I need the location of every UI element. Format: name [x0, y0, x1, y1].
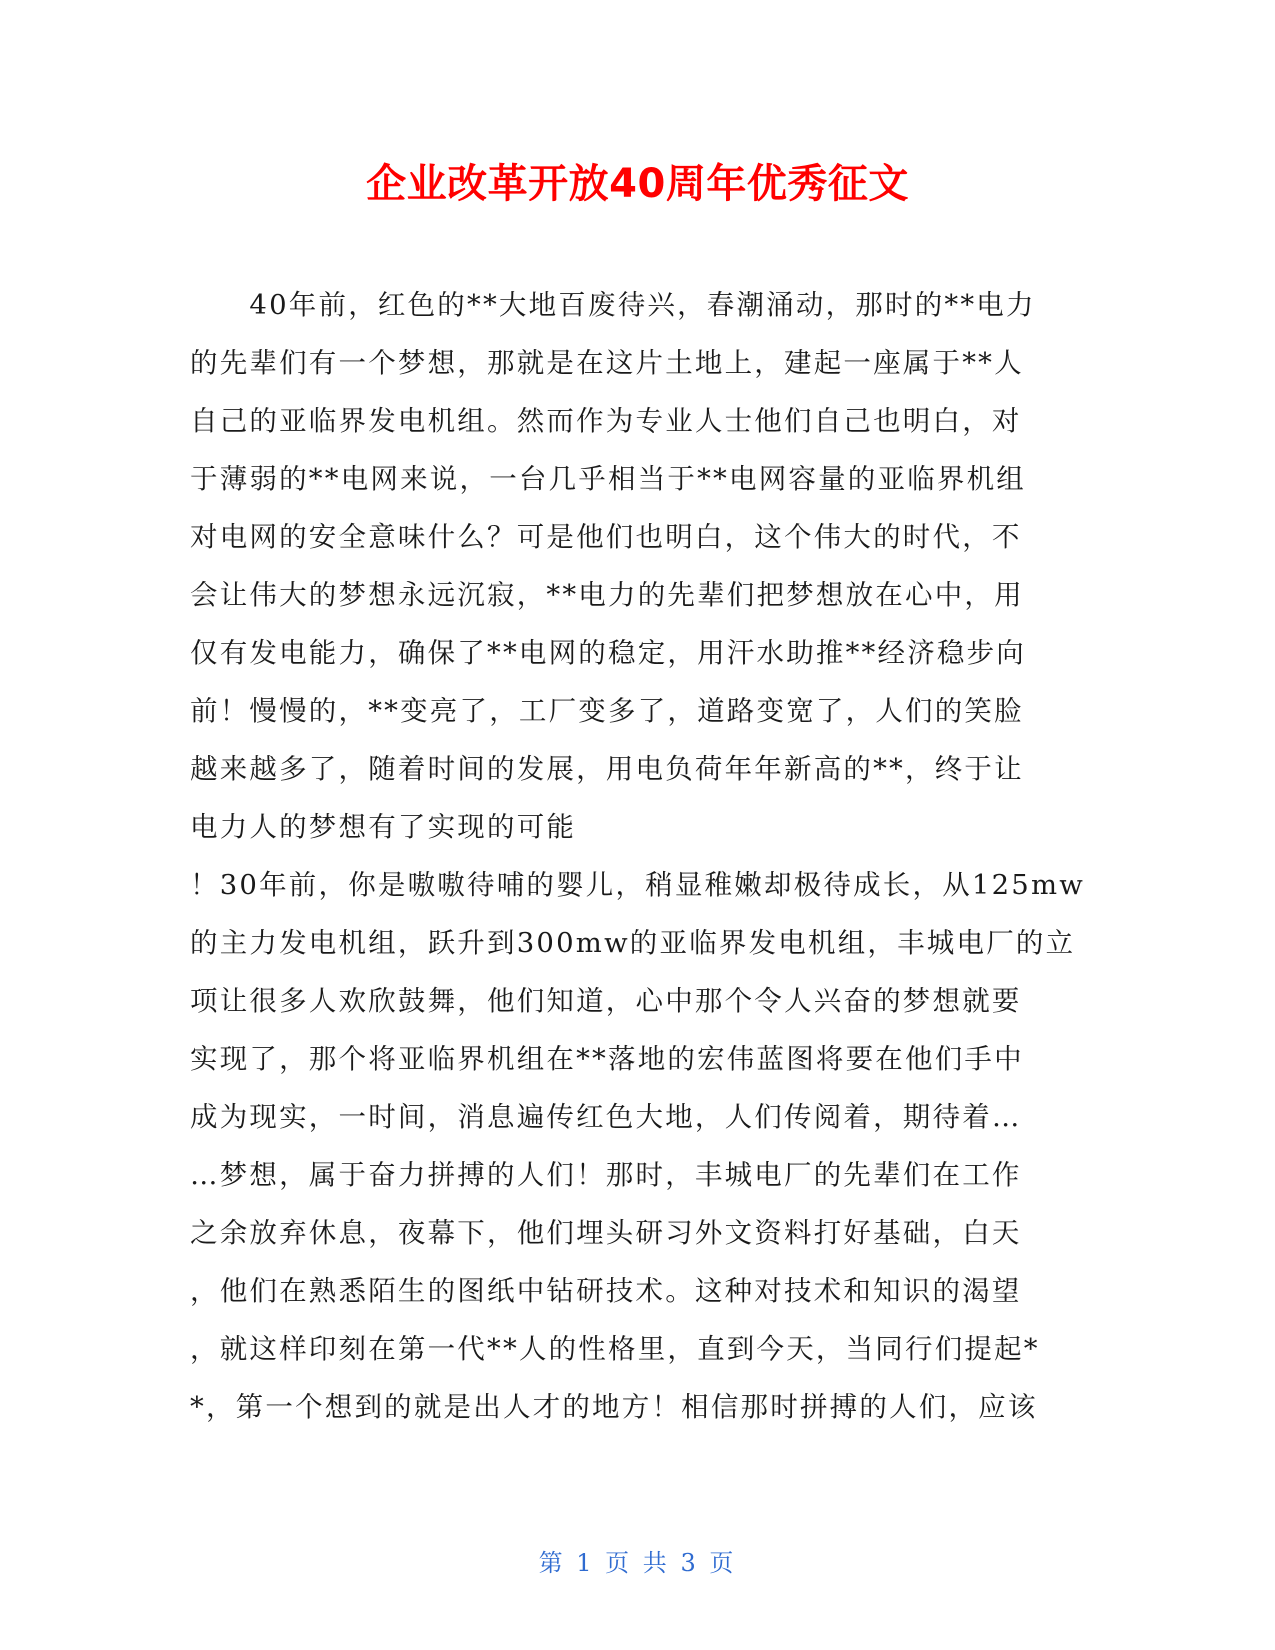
- body-line: 的先辈们有一个梦想，那就是在这片土地上，建起一座属于**人: [190, 347, 1024, 379]
- body-line: ，就这样印刻在第一代**人的性格里，直到今天，当同行们提起*: [190, 1333, 1040, 1365]
- body-line: 之余放弃休息，夜幕下，他们埋头研习外文资料打好基础，白天: [190, 1217, 1022, 1249]
- body-line: 电力人的梦想有了实现的可能: [190, 811, 577, 843]
- body-line: …梦想，属于奋力拼搏的人们！那时，丰城电厂的先辈们在工作: [190, 1159, 1022, 1191]
- body-line: 实现了，那个将亚临界机组在**落地的宏伟蓝图将要在他们手中: [190, 1043, 1024, 1075]
- body-line: 会让伟大的梦想永远沉寂，**电力的先辈们把梦想放在心中，用: [190, 579, 1024, 611]
- body-line: 40年前，红色的**大地百废待兴，春潮涌动，那时的**电力: [190, 289, 1036, 321]
- body-line: 于薄弱的**电网来说，一台几乎相当于**电网容量的亚临界机组: [190, 463, 1026, 495]
- body-line: ，他们在熟悉陌生的图纸中钻研技术。这种对技术和知识的渴望: [190, 1275, 1022, 1307]
- body-line: 仅有发电能力，确保了**电网的稳定，用汗水助推**经济稳步向: [190, 637, 1026, 669]
- body-line: 前！慢慢的，**变亮了，工厂变多了，道路变宽了，人们的笑脸: [190, 695, 1024, 727]
- body-line: *，第一个想到的就是出人才的地方！相信那时拼搏的人们，应该: [190, 1391, 1038, 1423]
- document-title: 企业改革开放40周年优秀征文: [366, 161, 909, 207]
- body-line: 自己的亚临界发电机组。然而作为专业人士他们自己也明白，对: [190, 405, 1022, 437]
- body-line: 的主力发电机组，跃升到300mw的亚临界发电机组，丰城电厂的立: [190, 927, 1076, 959]
- body-line: 成为现实，一时间，消息遍传红色大地，人们传阅着，期待着…: [190, 1101, 1022, 1133]
- body-line: 越来越多了，随着时间的发展，用电负荷年年新高的**，终于让: [190, 753, 1024, 785]
- page-number-footer: 第 1 页 共 3 页: [538, 1549, 737, 1577]
- body-line: 项让很多人欢欣鼓舞，他们知道，心中那个令人兴奋的梦想就要: [190, 985, 1022, 1017]
- body-line: ！30年前，你是嗷嗷待哺的婴儿，稍显稚嫩却极待成长，从125mw: [190, 869, 1085, 901]
- body-line: 对电网的安全意味什么？可是他们也明白，这个伟大的时代，不: [190, 521, 1022, 553]
